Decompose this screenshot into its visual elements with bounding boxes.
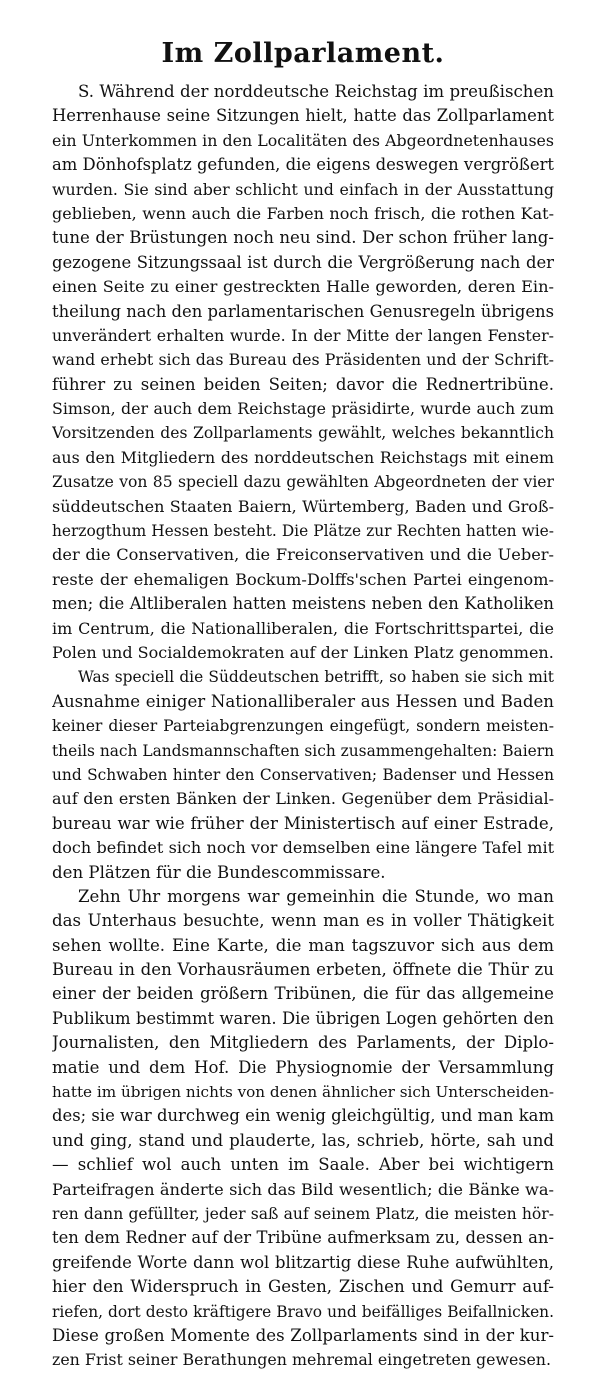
paragraph	[52, 80, 554, 665]
text-line: gezogene Sitzungssaal ist durch die Vergrößerung nach der	[52, 252, 554, 272]
text-line: ten dem Redner auf der Tribüne aufmerksam zu, dessen an-	[52, 1228, 554, 1248]
text-line: Zusatze von 85 speciell dazu gewählten Abgeordneten der vier	[52, 473, 554, 492]
text-line: einen Seite zu einer gestreckten Halle geworden, deren Ein-	[52, 277, 554, 297]
paragraph	[52, 665, 554, 885]
text-line: Ausnahme einiger Nationalliberaler aus Hessen und Baden	[52, 691, 554, 711]
text-line: zen Frist seiner Berathungen mehremal eingetreten gewesen.	[52, 1350, 551, 1370]
text-line: theils nach Landsmannschaften sich zusammengehalten: Baiern	[52, 741, 554, 760]
text-line: süddeutschen Staaten Baiern, Würtemberg, Baden und Groß-	[52, 496, 554, 516]
text-line: matie und dem Hof. Die Physiognomie der Versammlung	[52, 1057, 554, 1077]
text-line: führer zu seinen beiden Seiten; davor die Rednertribüne.	[52, 374, 554, 394]
paragraph	[52, 885, 554, 1373]
text-line: hatte im übrigen nichts von denen ähnlicher sich Unterscheiden-	[52, 1083, 554, 1102]
text-line: ren dann gefüllter, jeder saß auf seinem Platz, die meisten hör-	[52, 1204, 554, 1223]
text-line: im Centrum, die Nationalliberalen, die Fortschrittspartei, die	[52, 618, 554, 638]
text-line: herzogthum Hessen besteht. Die Plätze zur Rechten hatten wie-	[52, 522, 554, 541]
text-line: theilung nach den parlamentarischen Genusregeln übrigens	[52, 301, 554, 321]
text-line: den Plätzen für die Bundescommissare.	[52, 862, 386, 882]
text-line: aus den Mitgliedern des norddeutschen Reichstags mit einem	[52, 447, 554, 467]
article-title: Im Zollparlament.	[161, 38, 445, 69]
text-line: bureau war wie früher der Ministertisch auf einer Estrade,	[52, 813, 554, 833]
text-line: und Schwaben hinter den Conservativen; Badenser und Hessen	[52, 765, 554, 784]
text-line: Publikum bestimmt waren. Die übrigen Logen gehörten den	[52, 1008, 554, 1028]
text-line: sehen wollte. Eine Karte, die man tagszuvor sich aus dem	[52, 935, 554, 955]
text-line: Bureau in den Vorhausräumen erbeten, öffnete die Thür zu	[52, 960, 554, 980]
article-body	[52, 80, 554, 1373]
text-line: Simson, der auch dem Reichstage präsidirte, wurde auch zum	[52, 399, 554, 419]
text-line: Parteifragen änderte sich das Bild wesentlich; die Bänke wa-	[52, 1179, 554, 1199]
text-line: reste der ehemaligen Bockum-Dolffs'schen Partei eingenom-	[52, 569, 554, 589]
text-line: Was speciell die Süddeutschen betrifft, so haben sie sich mit	[78, 668, 554, 687]
text-line: wurden. Sie sind aber schlicht und einfach in der Ausstattung	[52, 179, 554, 199]
text-line: greifende Worte dann wol blitzartig diese Ruhe aufwühlten,	[52, 1252, 554, 1272]
text-line: tune der Brüstungen noch neu sind. Der schon früher lang-	[52, 228, 554, 248]
text-line: der die Conservativen, die Freiconservativen und die Ueber-	[52, 545, 554, 565]
text-line: — schlief wol auch unten im Saale. Aber bei wichtigern	[52, 1155, 554, 1175]
text-line: und ging, stand und plauderte, las, schrieb, hörte, sah und	[52, 1130, 554, 1150]
text-line: Herrenhause seine Sitzungen hielt, hatte das Zollparlament	[52, 106, 554, 126]
text-line: unverändert erhalten wurde. In der Mitte der langen Fenster-	[52, 325, 554, 345]
text-line: men; die Altliberalen hatten meistens neben den Katholiken	[52, 594, 554, 614]
text-line: hier den Widerspruch in Gesten, Zischen und Gemurr auf-	[52, 1277, 554, 1297]
text-line: Journalisten, den Mitgliedern des Parlaments, der Diplo-	[52, 1033, 554, 1053]
text-line: Zehn Uhr morgens war gemeinhin die Stunde, wo man	[78, 886, 554, 906]
text-line: am Dönhofsplatz gefunden, die eigens deswegen vergrößert	[52, 155, 554, 175]
text-line: S. Während der norddeutsche Reichstag im preußischen	[78, 82, 554, 101]
text-line: wand erhebt sich das Bureau des Präsidenten und der Schrift-	[52, 350, 554, 370]
text-line: geblieben, wenn auch die Farben noch frisch, die rothen Kat-	[52, 203, 554, 223]
text-line: auf den ersten Bänken der Linken. Gegenüber dem Präsidial-	[52, 789, 554, 809]
text-line: das Unterhaus besuchte, wenn man es in voller Thätigkeit	[52, 911, 554, 931]
text-line: Polen und Socialdemokraten auf der Linken Platz genommen.	[52, 642, 554, 662]
text-line: Vorsitzenden des Zollparlaments gewählt, welches bekanntlich	[52, 424, 554, 443]
text-line: einer der beiden größern Tribünen, die für das allgemeine	[52, 984, 554, 1004]
text-line: doch befindet sich noch vor demselben eine längere Tafel mit	[52, 838, 554, 858]
text-line: riefen, dort desto kräftigere Bravo und beifälliges Beifallnicken.	[52, 1302, 554, 1321]
text-line: ein Unterkommen in den Localitäten des Abgeordnetenhauses	[52, 130, 554, 150]
text-line: Diese großen Momente des Zollparlaments sind in der kur-	[52, 1325, 554, 1345]
text-line: des; sie war durchweg ein wenig gleichgültig, und man kam	[52, 1106, 554, 1126]
text-line: keiner dieser Parteiabgrenzungen eingefügt, sondern meisten-	[52, 717, 554, 736]
